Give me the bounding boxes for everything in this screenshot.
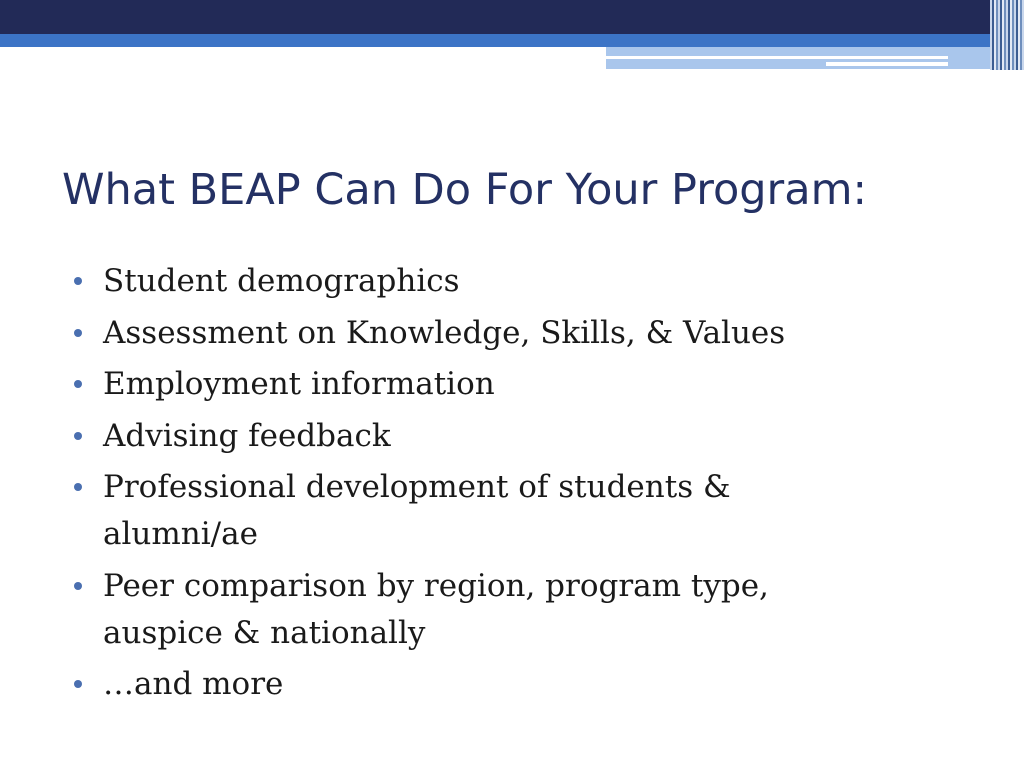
header-band-highlight bbox=[606, 56, 948, 59]
bullet-text: Peer comparison by region, program type, auspice & nationally bbox=[103, 567, 769, 651]
bullet-list bbox=[74, 258, 974, 713]
bullet-icon bbox=[74, 329, 82, 337]
list-item bbox=[74, 464, 974, 558]
bullet-text: Professional development of students & alumni/ae bbox=[103, 469, 731, 552]
header-band-navy bbox=[0, 0, 1024, 34]
bullet-icon bbox=[74, 432, 82, 440]
slide-title: What BEAP Can Do For Your Program: bbox=[62, 165, 867, 215]
bullet-text: Student demographics bbox=[103, 263, 460, 299]
bullet-text: Assessment on Knowledge, Skills, & Values bbox=[103, 314, 786, 351]
header-band-highlight-short bbox=[826, 62, 948, 66]
bullet-icon bbox=[74, 582, 82, 590]
header-band-blue bbox=[0, 34, 1024, 47]
bullet-icon bbox=[74, 483, 82, 491]
list-item bbox=[74, 310, 974, 357]
bullet-text: Employment information bbox=[103, 366, 495, 402]
list-item bbox=[74, 361, 974, 408]
bullet-text: …and more bbox=[103, 666, 284, 702]
list-item bbox=[74, 258, 974, 305]
header-stripes bbox=[990, 0, 1024, 70]
bullet-icon bbox=[74, 380, 82, 388]
bullet-icon bbox=[74, 277, 82, 285]
bullet-text: Advising feedback bbox=[103, 417, 391, 454]
bullet-icon bbox=[74, 680, 82, 688]
list-item bbox=[74, 563, 974, 657]
list-item bbox=[74, 413, 974, 460]
list-item bbox=[74, 661, 974, 708]
